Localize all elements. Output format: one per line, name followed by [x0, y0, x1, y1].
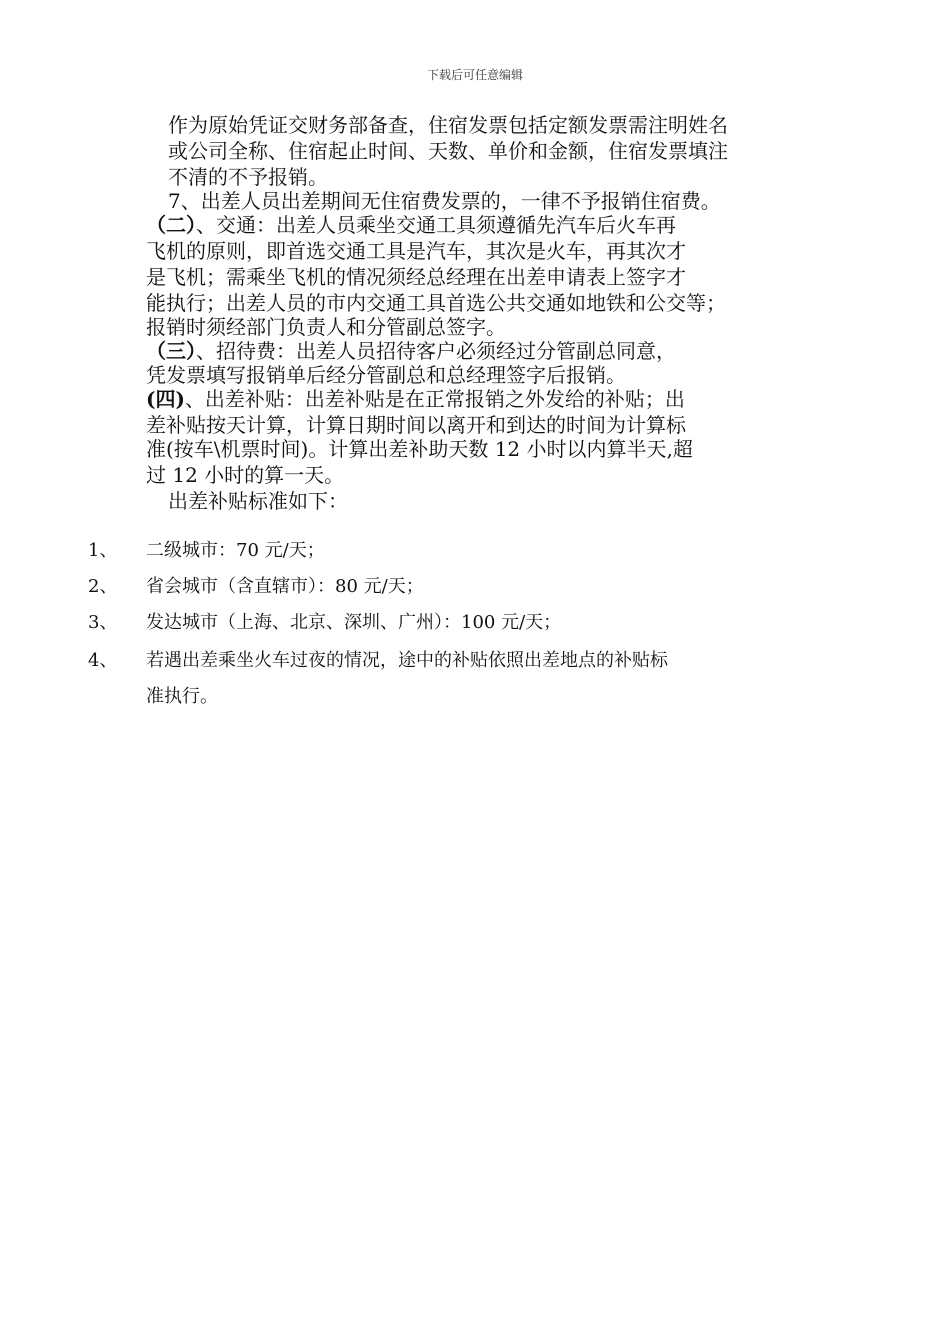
paragraph-line: 凭发票填写报销单后经分管副总和总经理签字后报销。	[146, 363, 626, 387]
list-number: 1、	[88, 540, 118, 561]
item-7: 7、出差人员出差期间无住宿费发票的，一律不予报销住宿费。	[168, 189, 721, 213]
paragraph-line: 飞机的原则，即首选交通工具是汽车，其次是火车，再其次才	[146, 239, 686, 263]
list-number: 2、	[88, 576, 118, 597]
list-text: 若遇出差乘坐火车过夜的情况，途中的补贴依照出差地点的补贴标	[146, 650, 668, 671]
section-2-first-line	[146, 212, 676, 238]
paragraph-line: 或公司全称、住宿起止时间、天数、单价和金额，住宿发票填注	[168, 139, 728, 163]
list-text: 省会城市（含直辖市）：80 元/天；	[146, 576, 424, 597]
section-2-heading: （二）	[146, 213, 196, 237]
list-text: 发达城市（上海、北京、深圳、广州）：100 元/天；	[146, 612, 562, 633]
list-number: 4、	[88, 650, 118, 671]
paragraph-line: 报销时须经部门负责人和分管副总签字。	[146, 315, 506, 339]
section-3-text: 、招待费：出差人员招待客户必须经过分管副总同意，	[196, 339, 676, 363]
paragraph-line: 是飞机；需乘坐飞机的情况须经总经理在出差申请表上签字才	[146, 265, 686, 289]
standard-intro: 出差补贴标准如下：	[168, 489, 348, 513]
list-text: 准执行。	[146, 686, 218, 707]
section-3-heading: （三）	[146, 339, 196, 363]
paragraph-line: 过 12 小时的算一天。	[146, 463, 345, 487]
section-4-first-line	[146, 386, 685, 412]
paragraph-line: 作为原始凭证交财务部备查，住宿发票包括定额发票需注明姓名	[168, 113, 728, 137]
section-4-text: 、出差补贴：出差补贴是在正常报销之外发给的补贴；出	[184, 387, 685, 411]
paragraph-line: 不清的不予报销。	[168, 165, 328, 189]
list-number: 3、	[88, 612, 118, 633]
paragraph-line: 能执行；出差人员的市内交通工具首选公共交通如地铁和公交等；	[146, 291, 726, 315]
section-3-first-line	[146, 338, 676, 364]
page-header-watermark: 下载后可任意编辑	[426, 68, 523, 82]
list-text: 二级城市：70 元/天；	[146, 540, 325, 561]
section-4-heading: (四)	[146, 387, 185, 411]
paragraph-line: 准(按车\机票时间)。计算出差补助天数 12 小时以内算半天,超	[146, 437, 693, 461]
paragraph-line: 差补贴按天计算，计算日期时间以离开和到达的时间为计算标	[146, 413, 686, 437]
section-2-text: 、交通：出差人员乘坐交通工具须遵循先汽车后火车再	[196, 213, 676, 237]
